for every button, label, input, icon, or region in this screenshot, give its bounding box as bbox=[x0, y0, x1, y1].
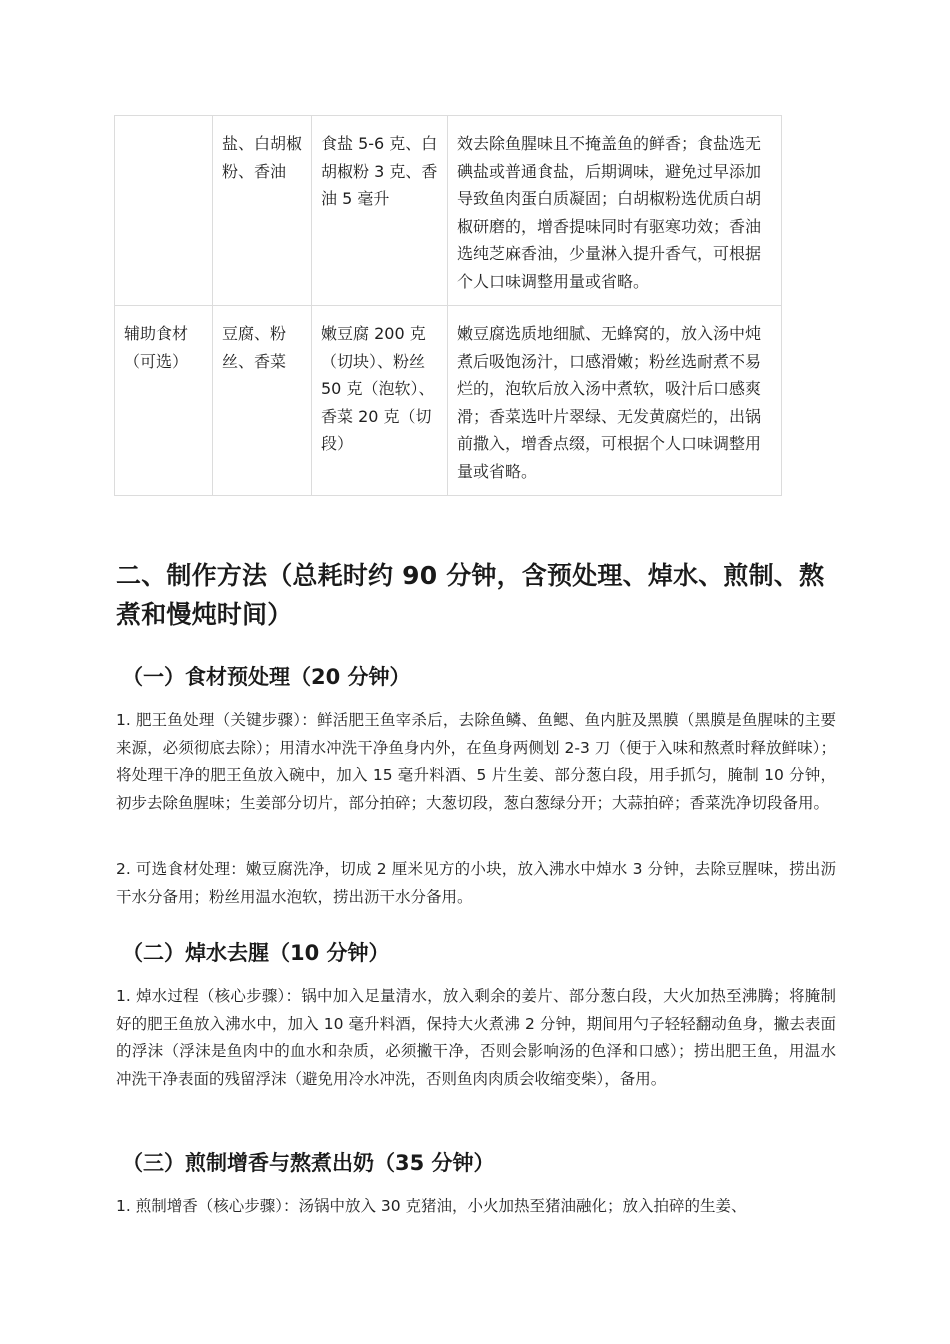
paragraph: 1. 煎制增香（核心步骤）：汤锅中放入 30 克猪油，小火加热至猪油融化；放入拍碎的生姜、 bbox=[116, 1197, 747, 1215]
subsection-heading: （二）焯水去腥（10 分钟） bbox=[122, 941, 390, 965]
table-cell-category: 辅助食材（可选） bbox=[115, 306, 213, 496]
subsection-heading: （一）食材预处理（20 分钟） bbox=[122, 665, 411, 689]
paragraph: 2. 可选食材处理：嫩豆腐洗净，切成 2 厘米见方的小块，放入沸水中焯水 3 分钟，去除豆腥味，捞出沥干水分备用；粉丝用温水泡软，捞出沥干水分备用。 bbox=[116, 860, 836, 906]
table-cell-category bbox=[115, 116, 213, 306]
table-cell-notes: 效去除鱼腥味且不掩盖鱼的鲜香；食盐选无碘盐或普通食盐，后期调味，避免过早添加导致鱼肉蛋白质凝固；白胡椒粉选优质白胡椒研磨的，增香提味同时有驱寒功效；香油选纯芝麻香油，少量淋入提升香气，可根据个人口味调整用量或省略。 bbox=[448, 116, 782, 306]
table-cell-amount: 嫩豆腐 200 克（切块）、粉丝 50 克（泡软）、香菜 20 克（切段） bbox=[312, 306, 448, 496]
subsection-heading: （三）煎制增香与熬煮出奶（35 分钟） bbox=[122, 1151, 495, 1175]
table-row bbox=[115, 306, 782, 496]
ingredients-table bbox=[114, 115, 782, 496]
paragraph: 1. 肥王鱼处理（关键步骤）：鲜活肥王鱼宰杀后，去除鱼鳞、鱼鳃、鱼内脏及黑膜（黑膜是鱼腥味的主要来源，必须彻底去除）；用清水冲洗干净鱼身内外，在鱼身两侧划 2-3 刀（便于入味和熬煮时释放鲜味）；将处理干净的肥王鱼放入碗中，加入 15 毫升料酒、5 片生姜、部分葱白段，用手抓匀，腌制 10 分钟，初步去除鱼腥味；生姜部分切片，部分拍碎；大葱切段，葱白葱绿分开；大蒜拍碎；香菜洗净切段备用。 bbox=[116, 711, 836, 812]
paragraph: 1. 焯水过程（核心步骤）：锅中加入足量清水，放入剩余的姜片、部分葱白段，大火加热至沸腾；将腌制好的肥王鱼放入沸水中，加入 10 毫升料酒，保持大火煮沸 2 分钟，期间用勺子轻轻翻动鱼身，撇去表面的浮沫（浮沫是鱼肉中的血水和杂质，必须撇干净，否则会影响汤的色泽和口感）；捞出肥王鱼，用温水冲洗干净表面的残留浮沫（避免用冷水冲洗，否则鱼肉肉质会收缩变柴），备用。 bbox=[116, 987, 836, 1088]
section-heading: 二、制作方法（总耗时约 90 分钟，含预处理、焯水、煎制、熬煮和慢炖时间） bbox=[116, 561, 825, 629]
table-cell-amount: 食盐 5-6 克、白胡椒粉 3 克、香油 5 毫升 bbox=[312, 116, 448, 306]
table-cell-notes: 嫩豆腐选质地细腻、无蜂窝的，放入汤中炖煮后吸饱汤汁，口感滑嫩；粉丝选耐煮不易烂的，泡软后放入汤中煮软，吸汁后口感爽滑；香菜选叶片翠绿、无发黄腐烂的，出锅前撒入，增香点缀，可根据个人口味调整用量或省略。 bbox=[448, 306, 782, 496]
table-cell-ingredients: 豆腐、粉丝、香菜 bbox=[213, 306, 312, 496]
table-row bbox=[115, 116, 782, 306]
table-cell-ingredients: 盐、白胡椒粉、香油 bbox=[213, 116, 312, 306]
